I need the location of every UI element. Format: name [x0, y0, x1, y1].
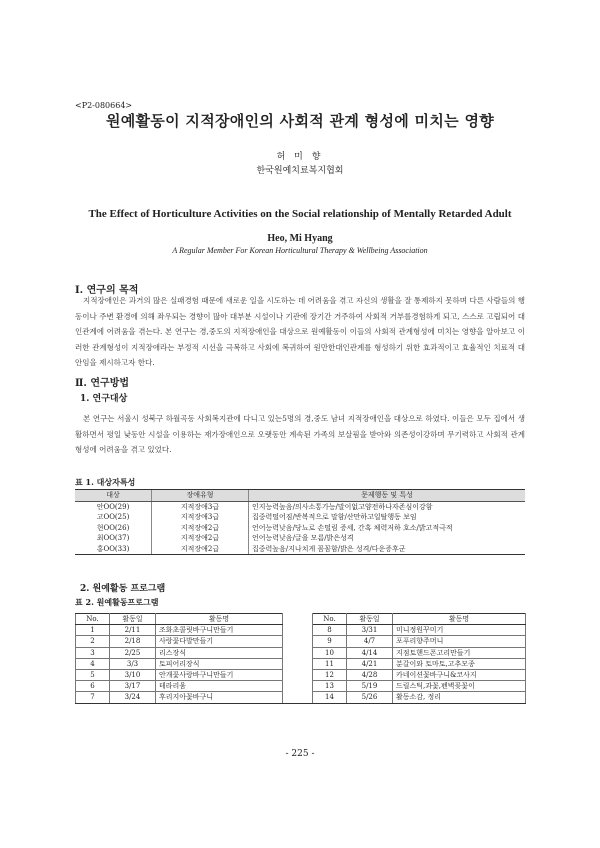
- table-gap: [283, 636, 313, 647]
- table-header-row: [76, 614, 526, 625]
- table-cell: 인지능력높음/의사소통가능/말이없고얌전하나자존심이강함: [249, 501, 526, 512]
- table-row: [76, 625, 526, 636]
- table-cell: 집중력높음/지나치게 꼼꼼함/밝은 성격/다운증후군: [249, 544, 526, 555]
- table-gap: [283, 625, 313, 636]
- table-cell: 4: [76, 658, 110, 669]
- table-cell: 3/31: [347, 625, 393, 636]
- table-cell: 지적장애3급: [152, 512, 249, 523]
- page-number: - 225 -: [285, 749, 315, 759]
- table-gap: [283, 692, 313, 703]
- table-cell: 지적장애2급: [152, 523, 249, 534]
- column-header: 대상: [75, 490, 152, 502]
- table-cell: 2/18: [110, 636, 156, 647]
- column-header: No.: [76, 614, 110, 625]
- paper-code: <P2-080664>: [75, 101, 133, 110]
- english-affiliation: A Regular Member For Korean Horticultural Therapy & Wellbeing Association: [172, 246, 428, 255]
- table-cell: 테라리움: [156, 681, 283, 692]
- table-gap: [283, 658, 313, 669]
- table-cell: 분갈이와 토마토,고추모종: [393, 658, 526, 669]
- section-2-body: 본 연구는 서울시 성북구 하월곡동 사회복지관에 다니고 있는5명의 경,중도 남녀 지적장애인을 대상으로 하였다. 이들은 모두 집에서 생활하면서 평일 낮동안 시설을 이용하는 재가장애인으로 오랫동안 계속된 가족의 보살핌을 받아와 의존성이강하며 무기력하고 사회적 관계형성에 어려움을 겪고 있었다.: [75, 414, 525, 454]
- table-cell: 7: [76, 692, 110, 703]
- table-cell: 5: [76, 669, 110, 680]
- table-gap: [283, 614, 313, 625]
- table-cell: 4/21: [347, 658, 393, 669]
- table-cell: 지적장애2급: [152, 533, 249, 544]
- table-cell: 6: [76, 681, 110, 692]
- table-cell: 조화초콜릿바구니만들기: [156, 625, 283, 636]
- korean-affiliation: 한국원예치료복지협회: [256, 166, 344, 176]
- table-cell: 4/7: [347, 636, 393, 647]
- table-cell: 2: [76, 636, 110, 647]
- table-cell: 언어능력낮음/글을 모름/밝은성격: [249, 533, 526, 544]
- table-gap: [283, 647, 313, 658]
- table-cell: 지적장애3급: [152, 501, 249, 512]
- table-cell: 1: [76, 625, 110, 636]
- table-cell: 현OO(26): [96, 523, 130, 532]
- column-header: 활동명: [156, 614, 283, 625]
- table-cell: 드릴스틱,과꽃,펜벽꽂꽃이: [393, 681, 526, 692]
- table-row: [75, 533, 525, 544]
- english-author: Heo, Mi Hyang: [267, 233, 333, 244]
- column-header: 활동일: [347, 614, 393, 625]
- table-cell: 최OO(37): [96, 534, 130, 543]
- table-row: [75, 544, 525, 555]
- table-cell: 활동소감, 정리: [393, 692, 526, 703]
- section-2-heading: Ⅱ. 연구방법: [75, 378, 130, 389]
- english-title: The Effect of Horticulture Activities on the Social relationship of Mentally Retarded Adult: [88, 208, 512, 220]
- table-cell: 11: [313, 658, 347, 669]
- table-cell: 포푸리향주머니: [393, 636, 526, 647]
- table-row: [76, 692, 526, 703]
- table-cell: 후리지아꽃바구니: [156, 692, 283, 703]
- section-1-heading: Ⅰ. 연구의 목적: [75, 285, 139, 296]
- table-row: [76, 669, 526, 680]
- table-cell: 10: [313, 647, 347, 658]
- column-header: 장애유형: [152, 490, 249, 502]
- table-cell: 고OO(25): [96, 513, 130, 522]
- column-header: 활동일: [110, 614, 156, 625]
- table-cell: 5/19: [347, 681, 393, 692]
- horticulture-program-table: [75, 613, 526, 704]
- table-cell: 집중력떨어짐/반복적으로 말함/산만하고일탈행동 보임: [249, 512, 526, 523]
- table-cell: 지적장애2급: [152, 544, 249, 555]
- table-row: [76, 647, 526, 658]
- table-cell: 3/17: [110, 681, 156, 692]
- table-1-caption: 표 1. 대상자특성: [75, 477, 136, 487]
- table-cell: 3: [76, 647, 110, 658]
- table-cell: 3/10: [110, 669, 156, 680]
- table-cell: 카네이션꽃바구니&코사지: [393, 669, 526, 680]
- korean-author: 허 미 향: [276, 152, 324, 162]
- table-cell: 안OO(29): [96, 502, 130, 511]
- table-gap: [283, 669, 313, 680]
- subsection-subjects-heading: 1. 연구대상: [80, 394, 128, 404]
- column-header: No.: [313, 614, 347, 625]
- table-cell: 2/25: [110, 647, 156, 658]
- subsection-program-heading: 2. 원예활동 프로그램: [80, 584, 166, 594]
- subject-characteristics-table: [75, 489, 525, 555]
- table-cell: 리스장식: [156, 647, 283, 658]
- table-cell: 13: [313, 681, 347, 692]
- table-cell: 9: [313, 636, 347, 647]
- table-2-caption: 표 2. 원예활동프로그램: [75, 597, 159, 607]
- table-cell: 사랑꽃다발만들기: [156, 636, 283, 647]
- table-cell: 12: [313, 669, 347, 680]
- table-row: [75, 512, 525, 523]
- table-cell: 3/3: [110, 658, 156, 669]
- table-cell: 3/24: [110, 692, 156, 703]
- table-cell: 미니정원꾸미기: [393, 625, 526, 636]
- table-cell: 14: [313, 692, 347, 703]
- table-row: [76, 658, 526, 669]
- column-header: 문제행동 및 특성: [249, 490, 526, 502]
- table-row: [75, 501, 525, 512]
- table-cell: 언어능력낮음/당뇨로 손떨림 증세, 간혹 체력저하 호소/밝고적극적: [249, 523, 526, 534]
- table-cell: 4/14: [347, 647, 393, 658]
- table-gap: [283, 681, 313, 692]
- table-row: [76, 681, 526, 692]
- table-cell: 4/28: [347, 669, 393, 680]
- table-cell: 홍OO(33): [75, 544, 152, 555]
- table-cell: 토피어리장식: [156, 658, 283, 669]
- section-1-body: 지적장애인은 과거의 많은 실패경험 때문에 새로운 일을 시도하는 데 어려움을 겪고 자신의 생활을 잘 통제하지 못하며 다른 사람들의 행동이나 주변 환경에 의해 좌우되는 경향이 많아 대부분 시설이나 기관에 장기간 거주하여 사회적 거부를경험하게 되고, 스스로 고립되어 대인관계에 어려움을 겪는다. 본 연구는 경,중도의 지적장애인을 대상으로 원예활동이 이들의 사회적 관계형성에 미치는 영향을 알아보고 이러한 관계형성이 지적장애라는 부정적 시선을 극복하고 사회에 복귀하여 원만한대인관계를 형성하기 위한 효과적이고 효율적인 치료적 대안임을 제시하고자 한다.: [75, 296, 525, 367]
- korean-title: 원예활동이 지적장애인의 사회적 관계 형성에 미치는 영향: [105, 112, 495, 130]
- column-header: 활동명: [393, 614, 526, 625]
- table-cell: 안개꽃사랑바구니만들기: [156, 669, 283, 680]
- table-row: [76, 636, 526, 647]
- table-header-row: [75, 490, 525, 502]
- table-cell: 지점토핸드폰고리만들기: [393, 647, 526, 658]
- table-cell: 2/11: [110, 625, 156, 636]
- table-cell: 8: [313, 625, 347, 636]
- table-row: [75, 523, 525, 534]
- table-cell: 5/26: [347, 692, 393, 703]
